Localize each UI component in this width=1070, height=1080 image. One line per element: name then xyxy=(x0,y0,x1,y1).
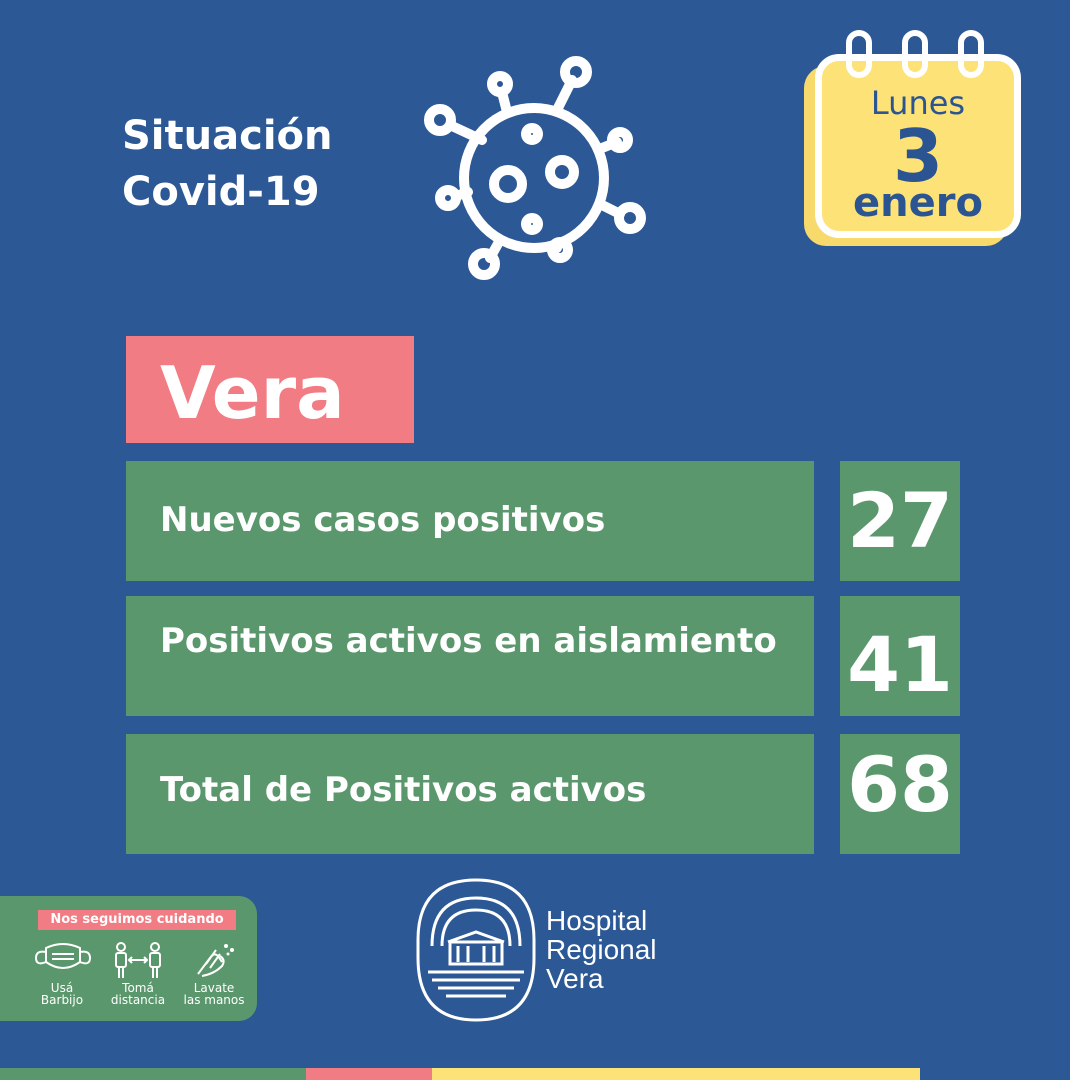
care-item-distance-line2: distancia xyxy=(110,993,166,1007)
handwash-icon xyxy=(192,940,236,980)
distance-icon xyxy=(112,942,164,980)
virus-icon xyxy=(412,52,652,292)
city-name: Vera xyxy=(160,351,345,435)
care-item-handwash-line2: las manos xyxy=(183,993,245,1007)
strip-blue xyxy=(920,1068,1070,1080)
logo-text-line1: Hospital xyxy=(546,905,648,936)
title-line-1: Situación xyxy=(122,113,333,159)
stat-label-new-cases: Nuevos casos positivos xyxy=(160,500,606,540)
stat-value-new-cases: 27 xyxy=(847,476,953,565)
calendar-day-name: Lunes xyxy=(870,84,966,122)
logo-text-line2: Regional xyxy=(546,934,657,965)
care-badge-title: Nos seguimos cuidando xyxy=(50,912,224,927)
calendar-month: enero xyxy=(853,180,983,226)
stat-value-total-active: 68 xyxy=(847,740,953,829)
calendar-ring-icon xyxy=(902,30,928,78)
mask-icon xyxy=(32,940,94,980)
strip-green xyxy=(0,1068,306,1080)
care-item-mask-line2: Barbijo xyxy=(40,993,84,1007)
stat-label-active-isolation: Positivos activos en aislamiento xyxy=(160,621,777,661)
calendar-ring-icon xyxy=(958,30,984,78)
care-item-distance-line1: Tomá xyxy=(122,981,154,995)
strip-yellow xyxy=(432,1068,920,1080)
logo-text-line3: Vera xyxy=(546,963,604,994)
calendar-day-number: 3 xyxy=(892,114,944,198)
hospital-logo-icon xyxy=(412,876,540,1024)
care-item-mask-line1: Usá xyxy=(50,981,74,995)
title-line-2: Covid-19 xyxy=(122,169,320,215)
care-item-handwash-line1: Lavate xyxy=(193,981,235,995)
strip-pink xyxy=(306,1068,432,1080)
stat-label-total-active: Total de Positivos activos xyxy=(160,770,647,810)
stat-value-active-isolation: 41 xyxy=(847,620,953,709)
calendar-ring-icon xyxy=(846,30,872,78)
